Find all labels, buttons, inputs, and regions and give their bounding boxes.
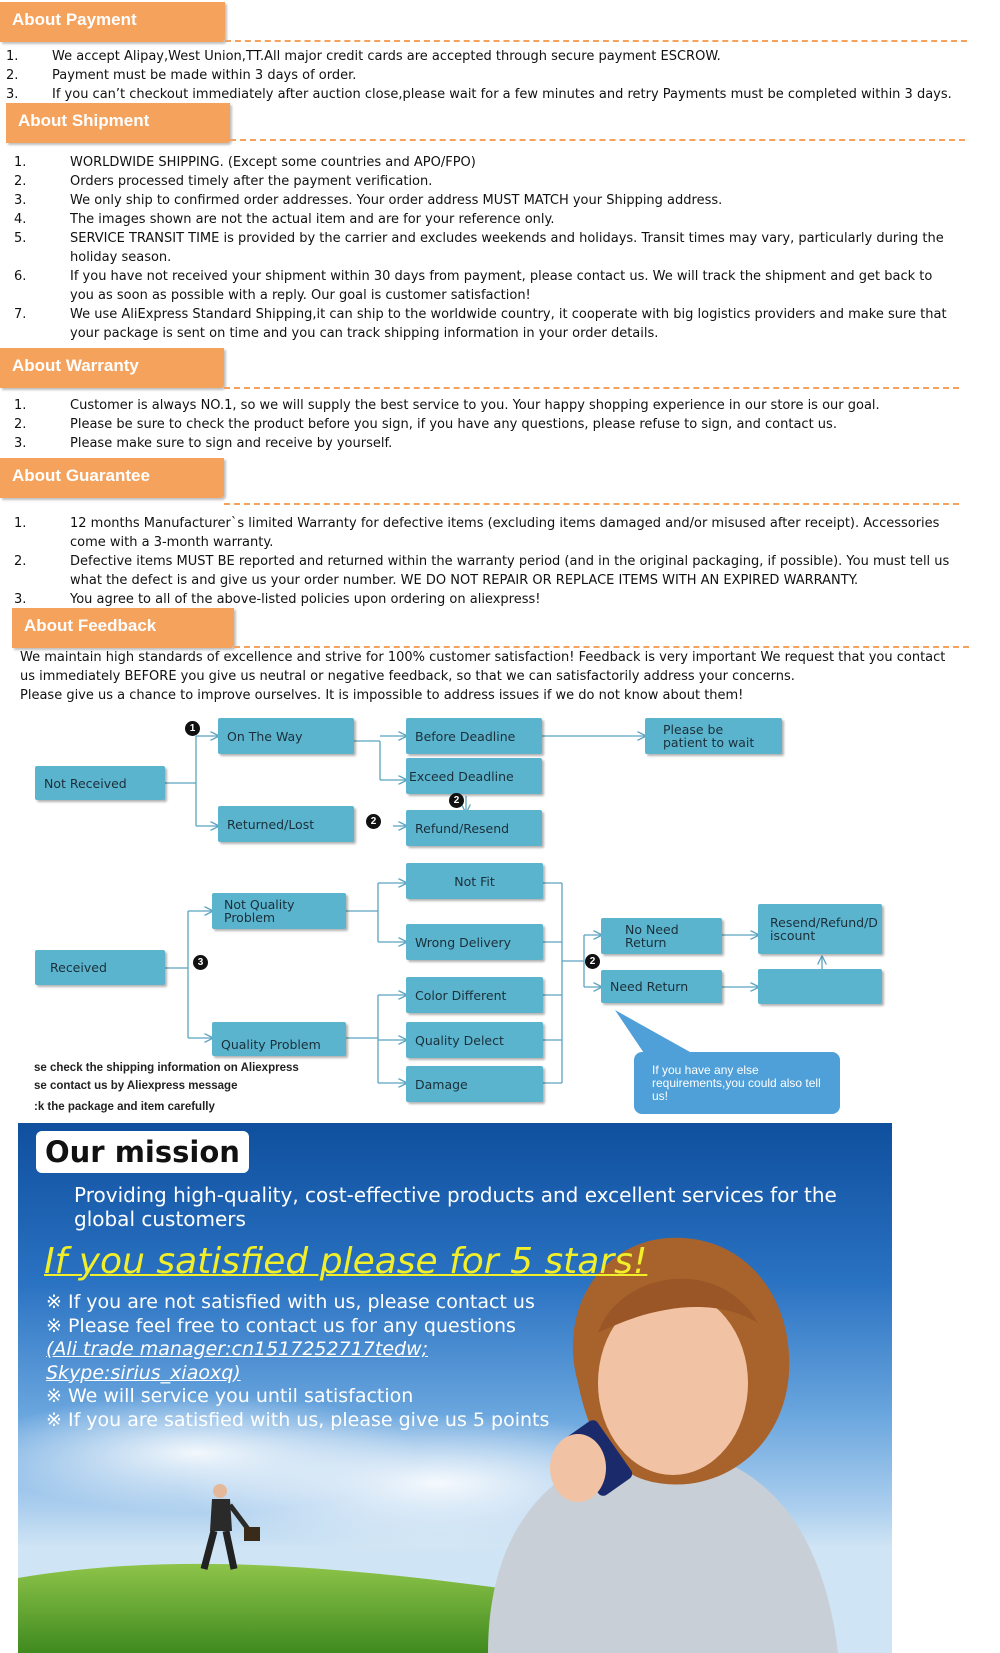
- five-stars-request: If you satisfied please for 5 stars!: [44, 1241, 648, 1282]
- on-the-way-box: On The Way: [218, 718, 354, 754]
- grass-hill: [18, 1564, 538, 1653]
- note-check-shipping: se check the shipping information on Aliexpress: [34, 1062, 299, 1074]
- exceed-deadline-box: Exceed Deadline: [406, 758, 542, 794]
- received-box: Received: [35, 950, 165, 985]
- payment-header: About Payment: [0, 2, 225, 42]
- step-3-badge: 3: [193, 955, 208, 970]
- step-2-badge: 2: [449, 793, 464, 808]
- list-item: 3. If you can’t checkout immediately after auction close,please wait for a few minutes and retry Payments must be completed within 3 days.: [6, 87, 952, 102]
- mission-lines: [46, 1291, 576, 1432]
- not-received-box: Not Received: [35, 766, 165, 800]
- quality-problem-box: Quality Problem: [212, 1022, 346, 1056]
- step-1-badge: 1: [185, 721, 200, 736]
- list-item: 3. Please make sure to sign and receive by yourself.: [14, 436, 393, 451]
- list-item: 1. 12 months Manufacturer`s limited Warranty for defective items (excluding items damaged and/or misused after receipt). Accessories come with a 3-month warranty.: [14, 516, 940, 550]
- no-need-return-box: No Need Return: [601, 918, 722, 954]
- wrong-delivery-box: Wrong Delivery: [406, 924, 543, 960]
- color-different-box: Color Different: [406, 977, 543, 1013]
- mission-line: ※ If you are not satisfied with us, please contact us: [46, 1291, 535, 1313]
- empty-box: [758, 969, 882, 1004]
- resend-refund-box: Resend/Refund/Discount: [758, 904, 882, 954]
- mission-line: ※ We will service you until satisfaction: [46, 1385, 414, 1407]
- not-fit-box: Not Fit: [406, 863, 543, 899]
- mission-subtitle: Providing high-quality, cost-effective products and excellent services for the global customers: [74, 1183, 837, 1231]
- feedback-header: About Feedback: [12, 608, 234, 648]
- mission-line: ※ If you are satisfied with us, please give us 5 points: [46, 1408, 550, 1431]
- list-item: 2. Please be sure to check the product before you sign, if you have any questions, please refuse to sign, and contact us.: [14, 417, 837, 432]
- list-item: 4. The images shown are not the actual item and are for your reference only.: [14, 212, 555, 227]
- note-check-package: :k the package and item carefully: [34, 1101, 215, 1113]
- not-quality-problem-box: Not Quality Problem: [212, 893, 346, 929]
- guarantee-header: About Guarantee: [0, 458, 224, 498]
- list-item: 3. You agree to all of the above-listed policies upon ordering on aliexpress!: [14, 592, 541, 607]
- list-item: 7. We use AliExpress Standard Shipping,it can ship to the worldwide country, it cooperate with big logistics providers and make sure that your package is sent on time and you can track shipping information in your order details.: [14, 307, 947, 341]
- mission-banner: [18, 1123, 892, 1653]
- list-item: 2. Orders processed timely after the payment verification.: [14, 174, 433, 189]
- mission-title: Our mission: [36, 1131, 249, 1173]
- need-return-box: Need Return: [601, 970, 722, 1003]
- warranty-header: About Warranty: [0, 348, 224, 388]
- list-item: 1. We accept Alipay,West Union,TT.All major credit cards are accepted through secure payment ESCROW.: [6, 49, 721, 64]
- refund-resend-box: Refund/Resend: [406, 810, 542, 846]
- step-2-badge: 2: [366, 814, 381, 829]
- tip-bubble: If you have any else requirements,you could also tell us!: [634, 1052, 840, 1114]
- feedback-paragraph-2: Please give us a chance to improve ourselves. It is impossible to address issues if we do not know about them!: [20, 688, 744, 703]
- shipment-header: About Shipment: [6, 103, 230, 143]
- list-item: 3. We only ship to confirmed order addresses. Your order address MUST MATCH your Shipping address.: [14, 193, 723, 208]
- note-contact-message: se contact us by Aliexpress message: [34, 1080, 238, 1092]
- list-item: 1. WORLDWIDE SHIPPING. (Except some countries and APO/FPO): [14, 155, 476, 170]
- returned-lost-box: Returned/Lost: [218, 806, 354, 842]
- list-item: 1. Customer is always NO.1, so we will supply the best service to you. Your happy shopping experience in our store is our goal.: [14, 398, 880, 413]
- mission-line: ※ Please feel free to contact us for any questions: [46, 1314, 516, 1337]
- quality-defect-box: Quality Delect: [406, 1022, 543, 1058]
- list-item: 5. SERVICE TRANSIT TIME is provided by the carrier and excludes weekends and holidays. Transit times may vary, particularly during the holiday season.: [14, 231, 944, 265]
- step-2-badge: 2: [585, 954, 600, 969]
- list-item: 2. Payment must be made within 3 days of order.: [6, 68, 357, 83]
- before-deadline-box: Before Deadline: [406, 718, 542, 754]
- feedback-paragraph: We maintain high standards of excellence and strive for 100% customer satisfaction! Feedback is very important We request that you contact us immediately BEFORE you give us neutral or negative feedback, so that we can satisfactorily address your concerns.: [20, 650, 946, 684]
- list-item: 6. If you have not received your shipment within 30 days from payment, please contact us. We will track the shipment and get back to you as soon as possible with a reply. Our goal is customer satisfaction!: [14, 269, 933, 303]
- damage-box: Damage: [406, 1066, 543, 1102]
- please-wait-box: Please be patient to wait: [645, 718, 782, 754]
- list-item: 2. Defective items MUST BE reported and returned within the warranty period (and in the original packaging, if possible). You must tell us what the defect is and give us your order number. WE DO NOT REPAIR OR REPLACE ITEMS WITH AN EXPIRED WARRANTY.: [14, 554, 950, 588]
- contact-info: (Ali trade manager:cn1517252717tedw; Skype:sirius_xiaoxq): [46, 1338, 429, 1384]
